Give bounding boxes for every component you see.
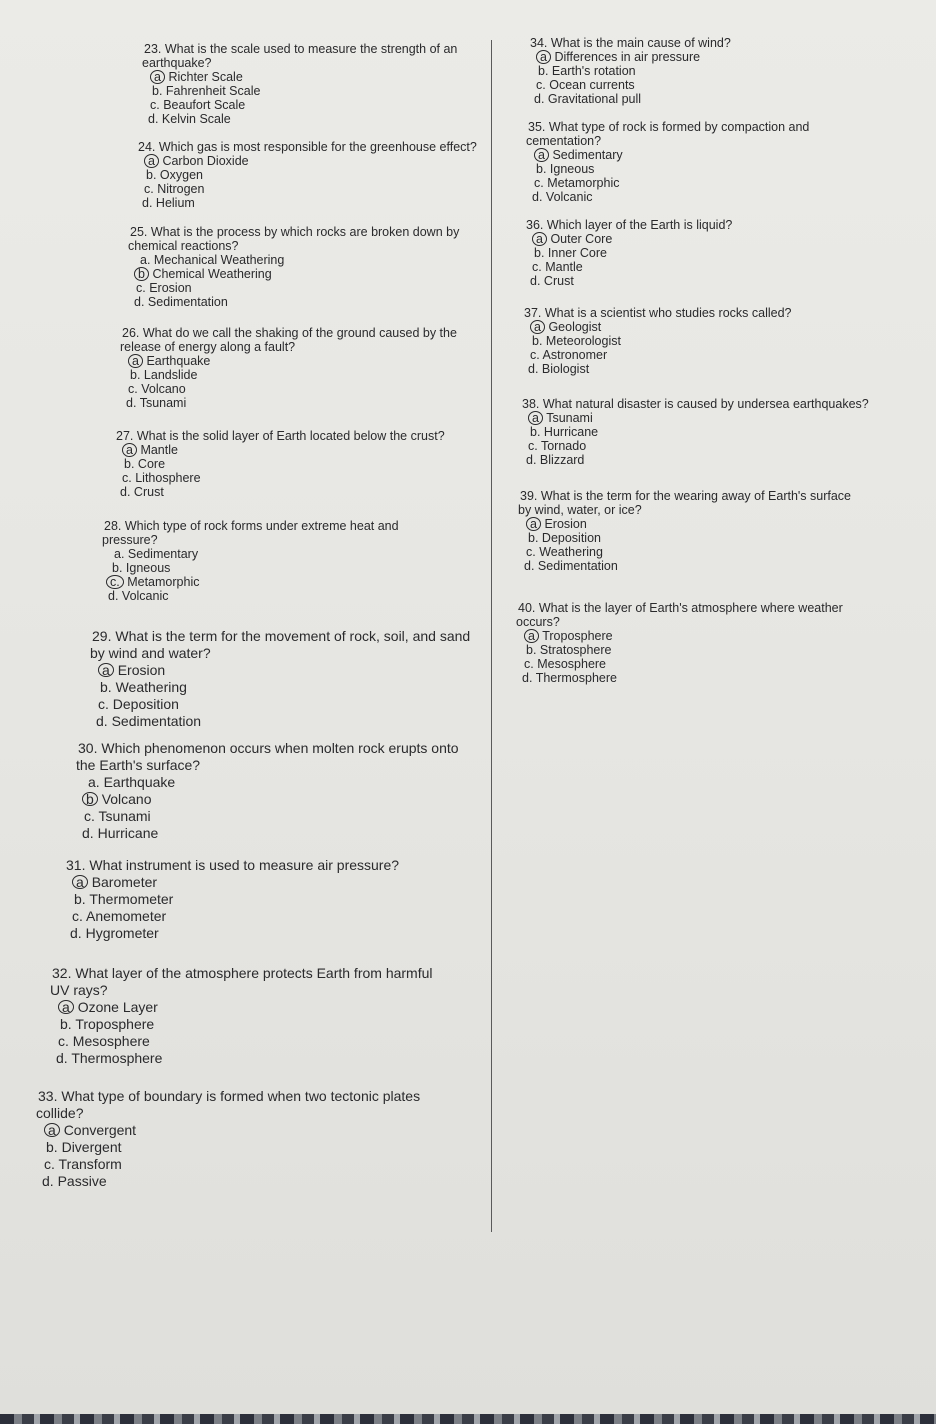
- option-text: Blizzard: [539, 453, 585, 467]
- option-letter: b.: [536, 162, 547, 176]
- option-letter: d.: [134, 295, 145, 309]
- option-text: Thermosphere: [535, 671, 617, 685]
- question-stem: 29. What is the term for the movement of rock, soil, and sand: [92, 628, 471, 644]
- answer-option: [530, 411, 869, 425]
- option-text: Gravitational pull: [547, 92, 642, 106]
- option-text: Inner Core: [547, 246, 607, 260]
- question-stem: 31. What instrument is used to measure air pressure?: [66, 857, 400, 873]
- answer-option: [536, 148, 809, 162]
- circled-answer-letter: a: [150, 70, 165, 84]
- option-text: Barometer: [91, 874, 158, 890]
- question-stem: 33. What type of boundary is formed when two tectonic plates: [38, 1088, 421, 1104]
- answer-option: [106, 589, 399, 603]
- option-text: Core: [137, 457, 166, 471]
- answer-option: [526, 439, 869, 453]
- answer-option: [530, 190, 809, 204]
- question-32: [52, 965, 433, 1067]
- option-letter: d.: [528, 362, 539, 376]
- question-stem: by wind and water?: [90, 645, 211, 661]
- option-letter: d.: [526, 453, 537, 467]
- answer-option: [44, 1139, 420, 1156]
- question-26: [122, 326, 457, 410]
- option-text: Crust: [133, 485, 164, 499]
- option-text: Sedimentation: [537, 559, 618, 573]
- question-stem: occurs?: [516, 615, 560, 629]
- answer-option: [122, 457, 445, 471]
- option-text: Metamorphic: [547, 176, 620, 190]
- question-stem: 26. What do we call the shaking of the ground caused by the: [122, 326, 457, 340]
- circled-answer-letter: b: [82, 792, 98, 806]
- option-letter: c.: [136, 281, 146, 295]
- answer-option: [522, 657, 843, 671]
- option-text: Tsunami: [139, 396, 187, 410]
- question-stem: 25. What is the process by which rocks are broken down by: [130, 225, 460, 239]
- question-30: [78, 740, 459, 842]
- answer-option: [128, 368, 457, 382]
- question-35: [528, 120, 809, 204]
- option-letter: a.: [88, 774, 100, 790]
- answer-option: [80, 825, 459, 842]
- answer-option: [526, 531, 851, 545]
- answer-option: [538, 50, 731, 64]
- option-text: Sedimentary: [552, 148, 623, 162]
- option-text: Deposition: [112, 696, 179, 712]
- option-letter: c.: [84, 808, 95, 824]
- question-25: [130, 225, 459, 309]
- option-text: Tornado: [540, 439, 587, 453]
- answer-option: [528, 425, 869, 439]
- option-text: Hygrometer: [85, 925, 159, 941]
- option-text: Weathering: [539, 545, 603, 559]
- answer-option: [98, 679, 470, 696]
- question-28: [104, 519, 399, 603]
- answer-option: [70, 908, 399, 925]
- question-stem: pressure?: [102, 533, 158, 547]
- question-stem: cementation?: [526, 134, 602, 148]
- question-27: [116, 429, 445, 499]
- option-letter: b.: [528, 531, 539, 545]
- question-31: [66, 857, 399, 942]
- circled-answer-letter: a: [98, 663, 114, 677]
- answer-option: [532, 320, 791, 334]
- option-text: Weathering: [115, 679, 187, 695]
- option-text: Beaufort Scale: [163, 98, 246, 112]
- option-letter: b.: [124, 457, 135, 471]
- answer-option: [136, 267, 459, 281]
- option-text: Erosion: [117, 662, 166, 678]
- option-letter: a.: [140, 253, 151, 267]
- answer-option: [138, 253, 459, 267]
- option-text: Outer Core: [550, 232, 613, 246]
- option-text: Oxygen: [159, 168, 204, 182]
- question-stem: 30. Which phenomenon occurs when molten rock erupts onto: [78, 740, 459, 756]
- option-text: Sedimentation: [147, 295, 228, 309]
- option-letter: d.: [108, 589, 119, 603]
- answer-option: [132, 295, 459, 309]
- answer-option: [40, 1173, 420, 1190]
- option-text: Richter Scale: [168, 70, 243, 84]
- option-text: Troposphere: [542, 629, 613, 643]
- circled-answer-letter: a: [144, 154, 159, 168]
- answer-option: [142, 182, 477, 196]
- option-text: Passive: [57, 1173, 107, 1189]
- answer-option: [532, 176, 809, 190]
- option-letter: c.: [44, 1156, 55, 1172]
- option-text: Mantle: [140, 443, 178, 457]
- option-text: Astronomer: [542, 348, 608, 362]
- question-stem: 40. What is the layer of Earth's atmosphere where weather: [518, 601, 843, 615]
- answer-option: [126, 382, 457, 396]
- option-letter: d.: [96, 713, 108, 729]
- question-stem: chemical reactions?: [128, 239, 239, 253]
- circled-answer-letter: a: [128, 354, 143, 368]
- question-24: [138, 140, 477, 210]
- answer-option: [82, 808, 459, 825]
- option-text: Earthquake: [103, 774, 176, 790]
- option-letter: c.: [58, 1033, 69, 1049]
- answer-option: [148, 98, 457, 112]
- option-letter: d.: [142, 196, 153, 210]
- question-stem: 35. What type of rock is formed by compaction and: [528, 120, 810, 134]
- option-text: Mantle: [545, 260, 583, 274]
- option-letter: c.: [524, 657, 534, 671]
- circled-answer-letter: a: [524, 629, 539, 643]
- answer-option: [152, 70, 457, 84]
- answer-option: [532, 246, 732, 260]
- circled-answer-letter: b: [134, 267, 149, 281]
- option-text: Ocean currents: [549, 78, 635, 92]
- question-stem: 38. What natural disaster is caused by undersea earthquakes?: [522, 397, 869, 411]
- answer-option: [520, 671, 843, 685]
- answer-option: [534, 232, 732, 246]
- question-stem: UV rays?: [50, 982, 108, 998]
- question-39: [520, 489, 851, 573]
- option-letter: b.: [46, 1139, 58, 1155]
- answer-option: [524, 545, 851, 559]
- option-letter: b.: [530, 425, 541, 439]
- answer-option: [522, 559, 851, 573]
- option-letter: c.: [526, 545, 536, 559]
- answer-option: [96, 696, 470, 713]
- question-stem: the Earth's surface?: [76, 757, 201, 773]
- option-text: Sedimentation: [111, 713, 202, 729]
- option-text: Transform: [58, 1156, 122, 1172]
- answer-option: [140, 196, 477, 210]
- option-text: Biologist: [541, 362, 590, 376]
- option-text: Nitrogen: [157, 182, 205, 196]
- option-text: Deposition: [541, 531, 601, 545]
- option-text: Landslide: [143, 368, 198, 382]
- option-text: Meteorologist: [545, 334, 621, 348]
- option-text: Volcano: [141, 382, 186, 396]
- background-strip: [0, 1414, 936, 1424]
- option-text: Kelvin Scale: [161, 112, 231, 126]
- answer-option: [124, 443, 445, 457]
- answer-option: [134, 281, 459, 295]
- circled-answer-letter: a: [536, 50, 551, 64]
- question-stem: 37. What is a scientist who studies rocks called?: [524, 306, 792, 320]
- circled-answer-letter: a: [72, 875, 88, 889]
- option-letter: d.: [524, 559, 535, 573]
- circled-answer-letter: a: [528, 411, 543, 425]
- answer-option: [528, 517, 851, 531]
- answer-option: [84, 791, 459, 808]
- question-stem: 36. Which layer of the Earth is liquid?: [526, 218, 733, 232]
- option-letter: d.: [70, 925, 82, 941]
- option-letter: b.: [526, 643, 537, 657]
- circled-answer-letter: a: [530, 320, 545, 334]
- answer-option: [530, 260, 732, 274]
- option-letter: d.: [522, 671, 533, 685]
- option-text: Volcano: [101, 791, 152, 807]
- answer-option: [532, 92, 731, 106]
- question-stem: by wind, water, or ice?: [518, 503, 642, 517]
- answer-option: [526, 362, 791, 376]
- answer-option: [74, 874, 399, 891]
- option-letter: d.: [532, 190, 543, 204]
- answer-option: [118, 485, 445, 499]
- circled-answer-letter: a: [532, 232, 547, 246]
- option-text: Helium: [155, 196, 195, 210]
- answer-option: [46, 1122, 420, 1139]
- question-stem: 28. Which type of rock forms under extreme heat and: [104, 519, 399, 533]
- question-33: [38, 1088, 420, 1190]
- answer-option: [534, 162, 809, 176]
- option-text: Stratosphere: [539, 643, 612, 657]
- option-text: Hurricane: [543, 425, 599, 439]
- answer-option: [536, 64, 731, 78]
- option-letter: c.: [122, 471, 132, 485]
- option-letter: d.: [42, 1173, 54, 1189]
- option-letter: c.: [532, 260, 542, 274]
- option-text: Sedimentary: [127, 547, 199, 561]
- answer-option: [530, 334, 791, 348]
- option-text: Hurricane: [97, 825, 159, 841]
- answer-option: [94, 713, 470, 730]
- option-text: Earth's rotation: [551, 64, 636, 78]
- option-text: Thermosphere: [71, 1050, 163, 1066]
- question-23: [144, 42, 457, 126]
- answer-option: [528, 348, 791, 362]
- option-letter: d.: [530, 274, 541, 288]
- option-letter: c.: [98, 696, 109, 712]
- option-text: Igneous: [549, 162, 595, 176]
- question-stem: 23. What is the scale used to measure the strength of an: [144, 42, 458, 56]
- option-letter: b.: [60, 1016, 72, 1032]
- answer-option: [68, 925, 399, 942]
- answer-option: [528, 274, 732, 288]
- answer-option: [146, 154, 477, 168]
- option-text: Tsunami: [546, 411, 593, 425]
- circled-answer-letter: a: [526, 517, 541, 531]
- option-text: Differences in air pressure: [554, 50, 701, 64]
- option-text: Fahrenheit Scale: [165, 84, 261, 98]
- option-letter: b.: [534, 246, 545, 260]
- option-text: Earthquake: [146, 354, 211, 368]
- question-stem: 34. What is the main cause of wind?: [530, 36, 731, 50]
- option-text: Erosion: [544, 517, 587, 531]
- answer-option: [146, 112, 457, 126]
- answer-option: [524, 643, 843, 657]
- option-text: Carbon Dioxide: [162, 154, 249, 168]
- question-38: [522, 397, 869, 467]
- answer-option: [42, 1156, 420, 1173]
- circled-answer-letter: a: [122, 443, 137, 457]
- answer-option: [108, 575, 399, 589]
- answer-option: [124, 396, 457, 410]
- option-text: Mechanical Weathering: [153, 253, 285, 267]
- option-text: Chemical Weathering: [152, 267, 272, 281]
- answer-option: [534, 78, 731, 92]
- option-letter: c.: [528, 439, 538, 453]
- option-letter: c.: [144, 182, 154, 196]
- question-stem: 24. Which gas is most responsible for the greenhouse effect?: [138, 140, 477, 154]
- option-letter: b.: [146, 168, 157, 182]
- option-text: Thermometer: [89, 891, 174, 907]
- question-stem: release of energy along a fault?: [120, 340, 296, 354]
- answer-option: [110, 561, 399, 575]
- question-stem: earthquake?: [142, 56, 212, 70]
- option-text: Convergent: [63, 1122, 137, 1138]
- option-text: Troposphere: [75, 1016, 155, 1032]
- option-letter: b.: [130, 368, 141, 382]
- question-stem: 39. What is the term for the wearing away of Earth's surface: [520, 489, 852, 503]
- answer-option: [144, 168, 477, 182]
- option-text: Mesosphere: [537, 657, 607, 671]
- option-text: Igneous: [125, 561, 171, 575]
- option-letter: a.: [114, 547, 125, 561]
- answer-option: [58, 1016, 433, 1033]
- option-text: Crust: [543, 274, 574, 288]
- question-stem: 27. What is the solid layer of Earth located below the crust?: [116, 429, 445, 443]
- option-letter: b.: [112, 561, 123, 575]
- option-letter: b.: [100, 679, 112, 695]
- option-text: Lithosphere: [135, 471, 201, 485]
- option-text: Anemometer: [86, 908, 167, 924]
- option-letter: d.: [126, 396, 137, 410]
- answer-option: [56, 1033, 433, 1050]
- option-letter: c.: [530, 348, 540, 362]
- answer-option: [112, 547, 399, 561]
- answer-option: [150, 84, 457, 98]
- answer-option: [72, 891, 399, 908]
- answer-option: [100, 662, 470, 679]
- option-text: Divergent: [61, 1139, 122, 1155]
- option-letter: c.: [534, 176, 544, 190]
- answer-option: [130, 354, 457, 368]
- question-34: [530, 36, 731, 106]
- option-text: Tsunami: [98, 808, 151, 824]
- question-36: [526, 218, 732, 288]
- option-letter: d.: [148, 112, 159, 126]
- option-letter: b.: [74, 891, 86, 907]
- option-text: Mesosphere: [72, 1033, 150, 1049]
- option-text: Erosion: [149, 281, 192, 295]
- option-letter: d.: [56, 1050, 68, 1066]
- option-letter: d.: [534, 92, 545, 106]
- option-text: Geologist: [548, 320, 602, 334]
- option-letter: b.: [532, 334, 543, 348]
- question-37: [524, 306, 791, 376]
- circled-answer-letter: a: [534, 148, 549, 162]
- question-stem: collide?: [36, 1105, 84, 1121]
- option-text: Volcanic: [121, 589, 169, 603]
- option-letter: c.: [536, 78, 546, 92]
- answer-option: [54, 1050, 433, 1067]
- circled-answer-letter: a: [44, 1123, 60, 1137]
- question-stem: 32. What layer of the atmosphere protects Earth from harmful: [52, 965, 433, 981]
- answer-option: [526, 629, 843, 643]
- column-divider: [491, 40, 492, 1232]
- answer-option: [524, 453, 869, 467]
- answer-option: [60, 999, 433, 1016]
- circled-answer-letter: a: [58, 1000, 74, 1014]
- option-letter: b.: [152, 84, 163, 98]
- option-letter: c.: [150, 98, 160, 112]
- question-29: [92, 628, 470, 730]
- option-letter: d.: [120, 485, 131, 499]
- answer-option: [86, 774, 459, 791]
- option-text: Metamorphic: [127, 575, 200, 589]
- question-40: [518, 601, 843, 685]
- option-letter: c.: [72, 908, 83, 924]
- option-letter: c.: [128, 382, 138, 396]
- option-text: Ozone Layer: [77, 999, 158, 1015]
- answer-option: [120, 471, 445, 485]
- option-letter: d.: [82, 825, 94, 841]
- option-text: Volcanic: [545, 190, 593, 204]
- option-letter: b.: [538, 64, 549, 78]
- circled-answer-letter: c.: [106, 575, 124, 589]
